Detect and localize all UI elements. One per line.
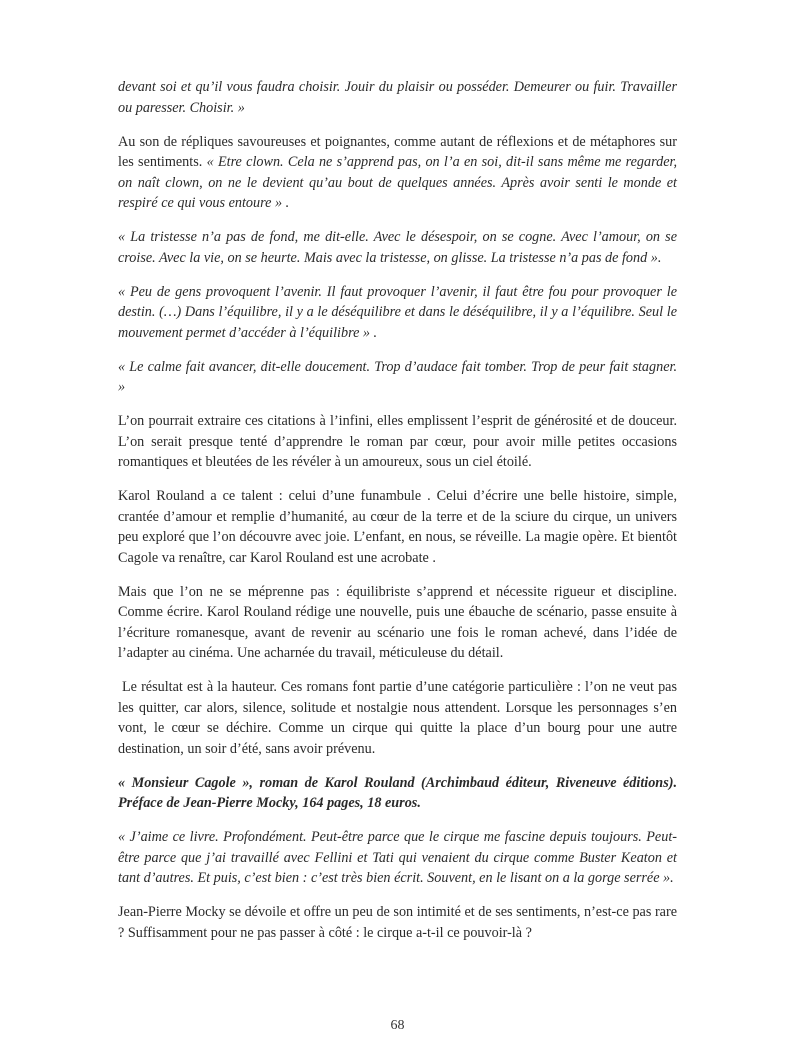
paragraph-quote-choisir: devant soi et qu’il vous faudra choisir. Jouir du plaisir ou posséder. Demeurer ou fuir. Travailler ou paresser. Choisir. » (118, 79, 677, 116)
paragraph-quote-tristesse: « La tristesse n’a pas de fond, me dit-elle. Avec le désespoir, on se cogne. Avec l’amour, on se croise. Avec la vie, on se heurte. Mais avec la tristesse, on glisse. La tristesse n’a pas de fond ». (118, 229, 677, 266)
paragraph-repliques-intro: Au son de répliques savoureuses et poignantes, comme autant de réflexions et de métaphores sur les sentiments. (118, 133, 677, 170)
body-text (118, 77, 677, 957)
paragraph-repliques (118, 132, 677, 214)
paragraph-equilibriste: Mais que l’on ne se méprenne pas : équilibriste s’apprend et nécessite rigueur et discipline. Comme écrire. Karol Rouland rédige une nouvelle, puis une ébauche de scénario, passe ensuite à l’écriture romanesque, avant de revenir au scénario une fois le roman achevé, dans l’idée de l’adapter au cinéma. Une acharnée du travail, méticuleuse du détail. (118, 583, 677, 661)
paragraph-resultat: Le résultat est à la hauteur. Ces romans font partie d’une catégorie particulière : l’on ne veut pas les quitter, car alors, silence, solitude et nostalgie nous attendent. Lorsque les personnages s’en vont, le cœur se déchire. Comme un cirque qui quitte la place d’un bourg pour une autre destination, un soir d’été, sans avoir prévenu. (118, 679, 677, 757)
book-reference: « Monsieur Cagole », roman de Karol Rouland (Archimbaud éditeur, Riveneuve éditions). Préface de Jean-Pierre Mocky, 164 pages, 18 euros. (118, 774, 677, 811)
paragraph-citations: L’on pourrait extraire ces citations à l’infini, elles emplissent l’esprit de générosité et de douceur. L’on serait presque tenté d’apprendre le roman par cœur, pour avoir mille petites occasions romantiques et bleutées de les révéler à un amoureux, sous un ciel étoilé. (118, 413, 677, 470)
paragraph-quote-avenir: « Peu de gens provoquent l’avenir. Il faut provoquer l’avenir, il faut être fou pour provoquer le destin. (…) Dans l’équilibre, il y a le déséquilibre et dans le déséquilibre, il y a l’équilibre. Seul le mouvement permet d’accéder à l’équilibre » . (118, 283, 677, 341)
paragraph-quote-mocky: « J’aime ce livre. Profondément. Peut-être parce que le cirque me fascine depuis toujours. Peut-être parce que j’ai travaillé avec Fellini et Tati qui venaient du cirque comme Buster Keaton et tant d’autres. Et puis, c’est bien : c’est très bien écrit. Souvent, en le lisant on a la gorge serrée ». (118, 829, 677, 886)
page-number: 68 (390, 1018, 405, 1033)
paragraph-quote-calme: « Le calme fait avancer, dit-elle doucement. Trop d’audace fait tomber. Trop de peur fait stagner. » (118, 358, 677, 395)
quote-etre-clown: « Etre clown. Cela ne s’apprend pas, on l’a en soi, dit-il sans même me regarder, on naît clown, on ne le devient qu’au bout de quelques années. Après avoir senti le monde et respiré ce qui vous entoure » . (118, 154, 678, 211)
paragraph-conclusion: Jean-Pierre Mocky se dévoile et offre un peu de son intimité et de ses sentiments, n’est-ce pas rare ? Suffisamment pour ne pas passer à côté : le cirque a-t-il ce pouvoir-là ? (118, 904, 677, 941)
paragraph-talent: Karol Rouland a ce talent : celui d’une funambule . Celui d’écrire une belle histoire, simple, crantée d’amour et remplie d’humanité, au cœur de la terre et de la sciure du cirque, un univers peu exploré que l’on découvre avec joie. L’enfant, en nous, se réveille. La magie opère. Et bientôt Cagole va renaître, car Karol Rouland est une acrobate . (118, 488, 677, 566)
